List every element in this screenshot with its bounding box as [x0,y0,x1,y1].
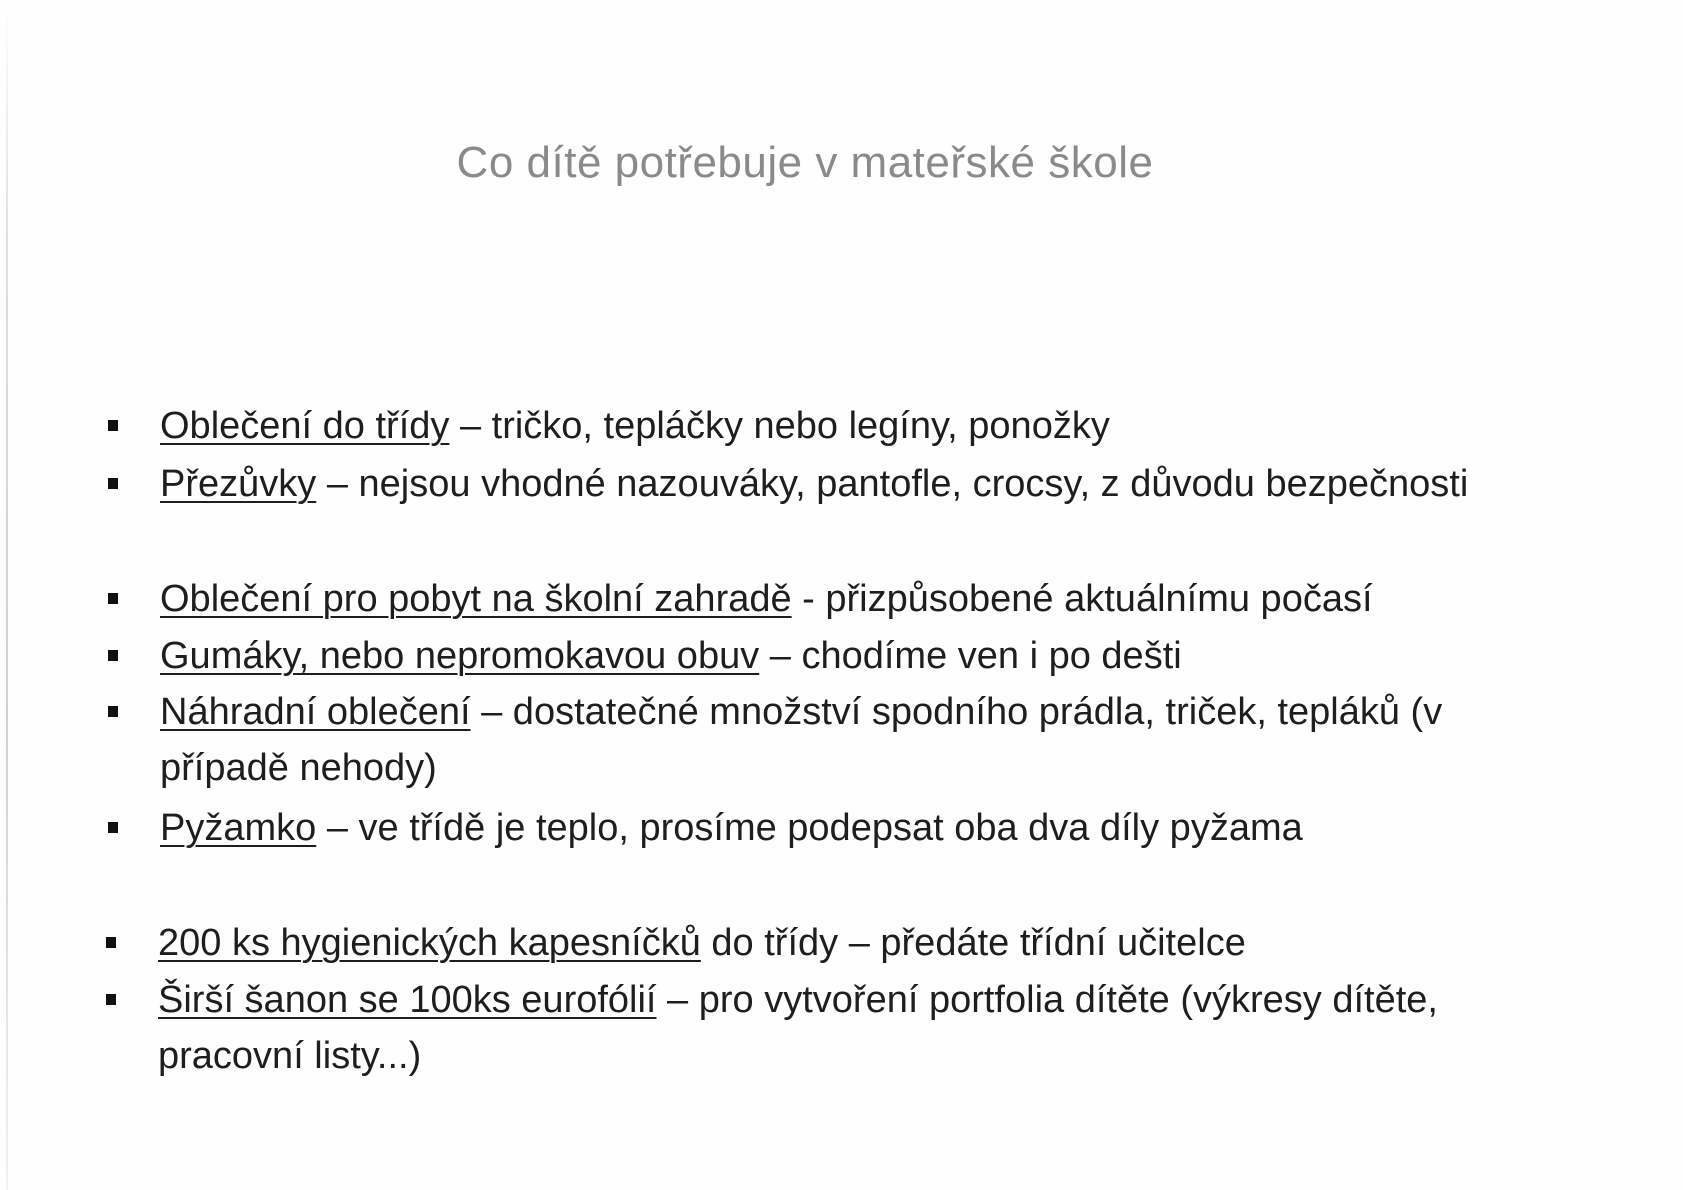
item-description: do třídy – předáte třídní učitelce [700,922,1246,964]
page-title: Co dítě potřebuje v mateřské škole [456,138,1154,187]
item-term: Přezůvky [160,463,317,505]
bullet-icon [108,650,118,661]
item-description: – dostatečné množství spodního prádla, triček, tepláků (v případě nehody) [160,691,1443,789]
list-item [160,398,1580,454]
item-description: – chodíme ven i po dešti [759,635,1182,677]
item-term: Oblečení do třídy [160,405,450,447]
bullet-icon [108,478,118,489]
list-item [158,915,1578,971]
item-term: 200 ks hygienických kapesníčků [158,922,701,964]
item-description: – tričko, tepláčky nebo legíny, ponožky [449,405,1110,447]
item-description: – ve třídě je teplo, prosíme podepsat oba dva díly pyžama [316,807,1303,849]
list-item [160,800,1580,856]
list-item [160,628,1580,684]
list-item [160,571,1580,627]
bullet-icon [108,593,118,604]
list-item [160,456,1580,512]
item-term: Širší šanon se 100ks eurofólií [158,979,657,1021]
bullet-icon [108,706,118,717]
bullet-icon [108,420,118,431]
item-term: Pyžamko [160,807,317,849]
bullet-icon [106,937,116,948]
item-description: – nejsou vhodné nazouváky, pantofle, crocsy, z důvodu bezpečnosti [316,463,1469,505]
item-term: Náhradní oblečení [160,691,471,733]
bullet-icon [106,994,116,1005]
list-item [158,972,1578,1084]
list-item [160,684,1580,796]
item-term: Gumáky, nebo nepromokavou obuv [160,635,760,677]
item-description: – pro vytvoření portfolia dítěte (výkresy dítěte, pracovní listy...) [158,979,1438,1077]
bullet-icon [108,822,118,833]
item-description: - přizpůsobené aktuálnímu počasí [791,578,1373,620]
item-term: Oblečení pro pobyt na školní zahradě [160,578,792,620]
